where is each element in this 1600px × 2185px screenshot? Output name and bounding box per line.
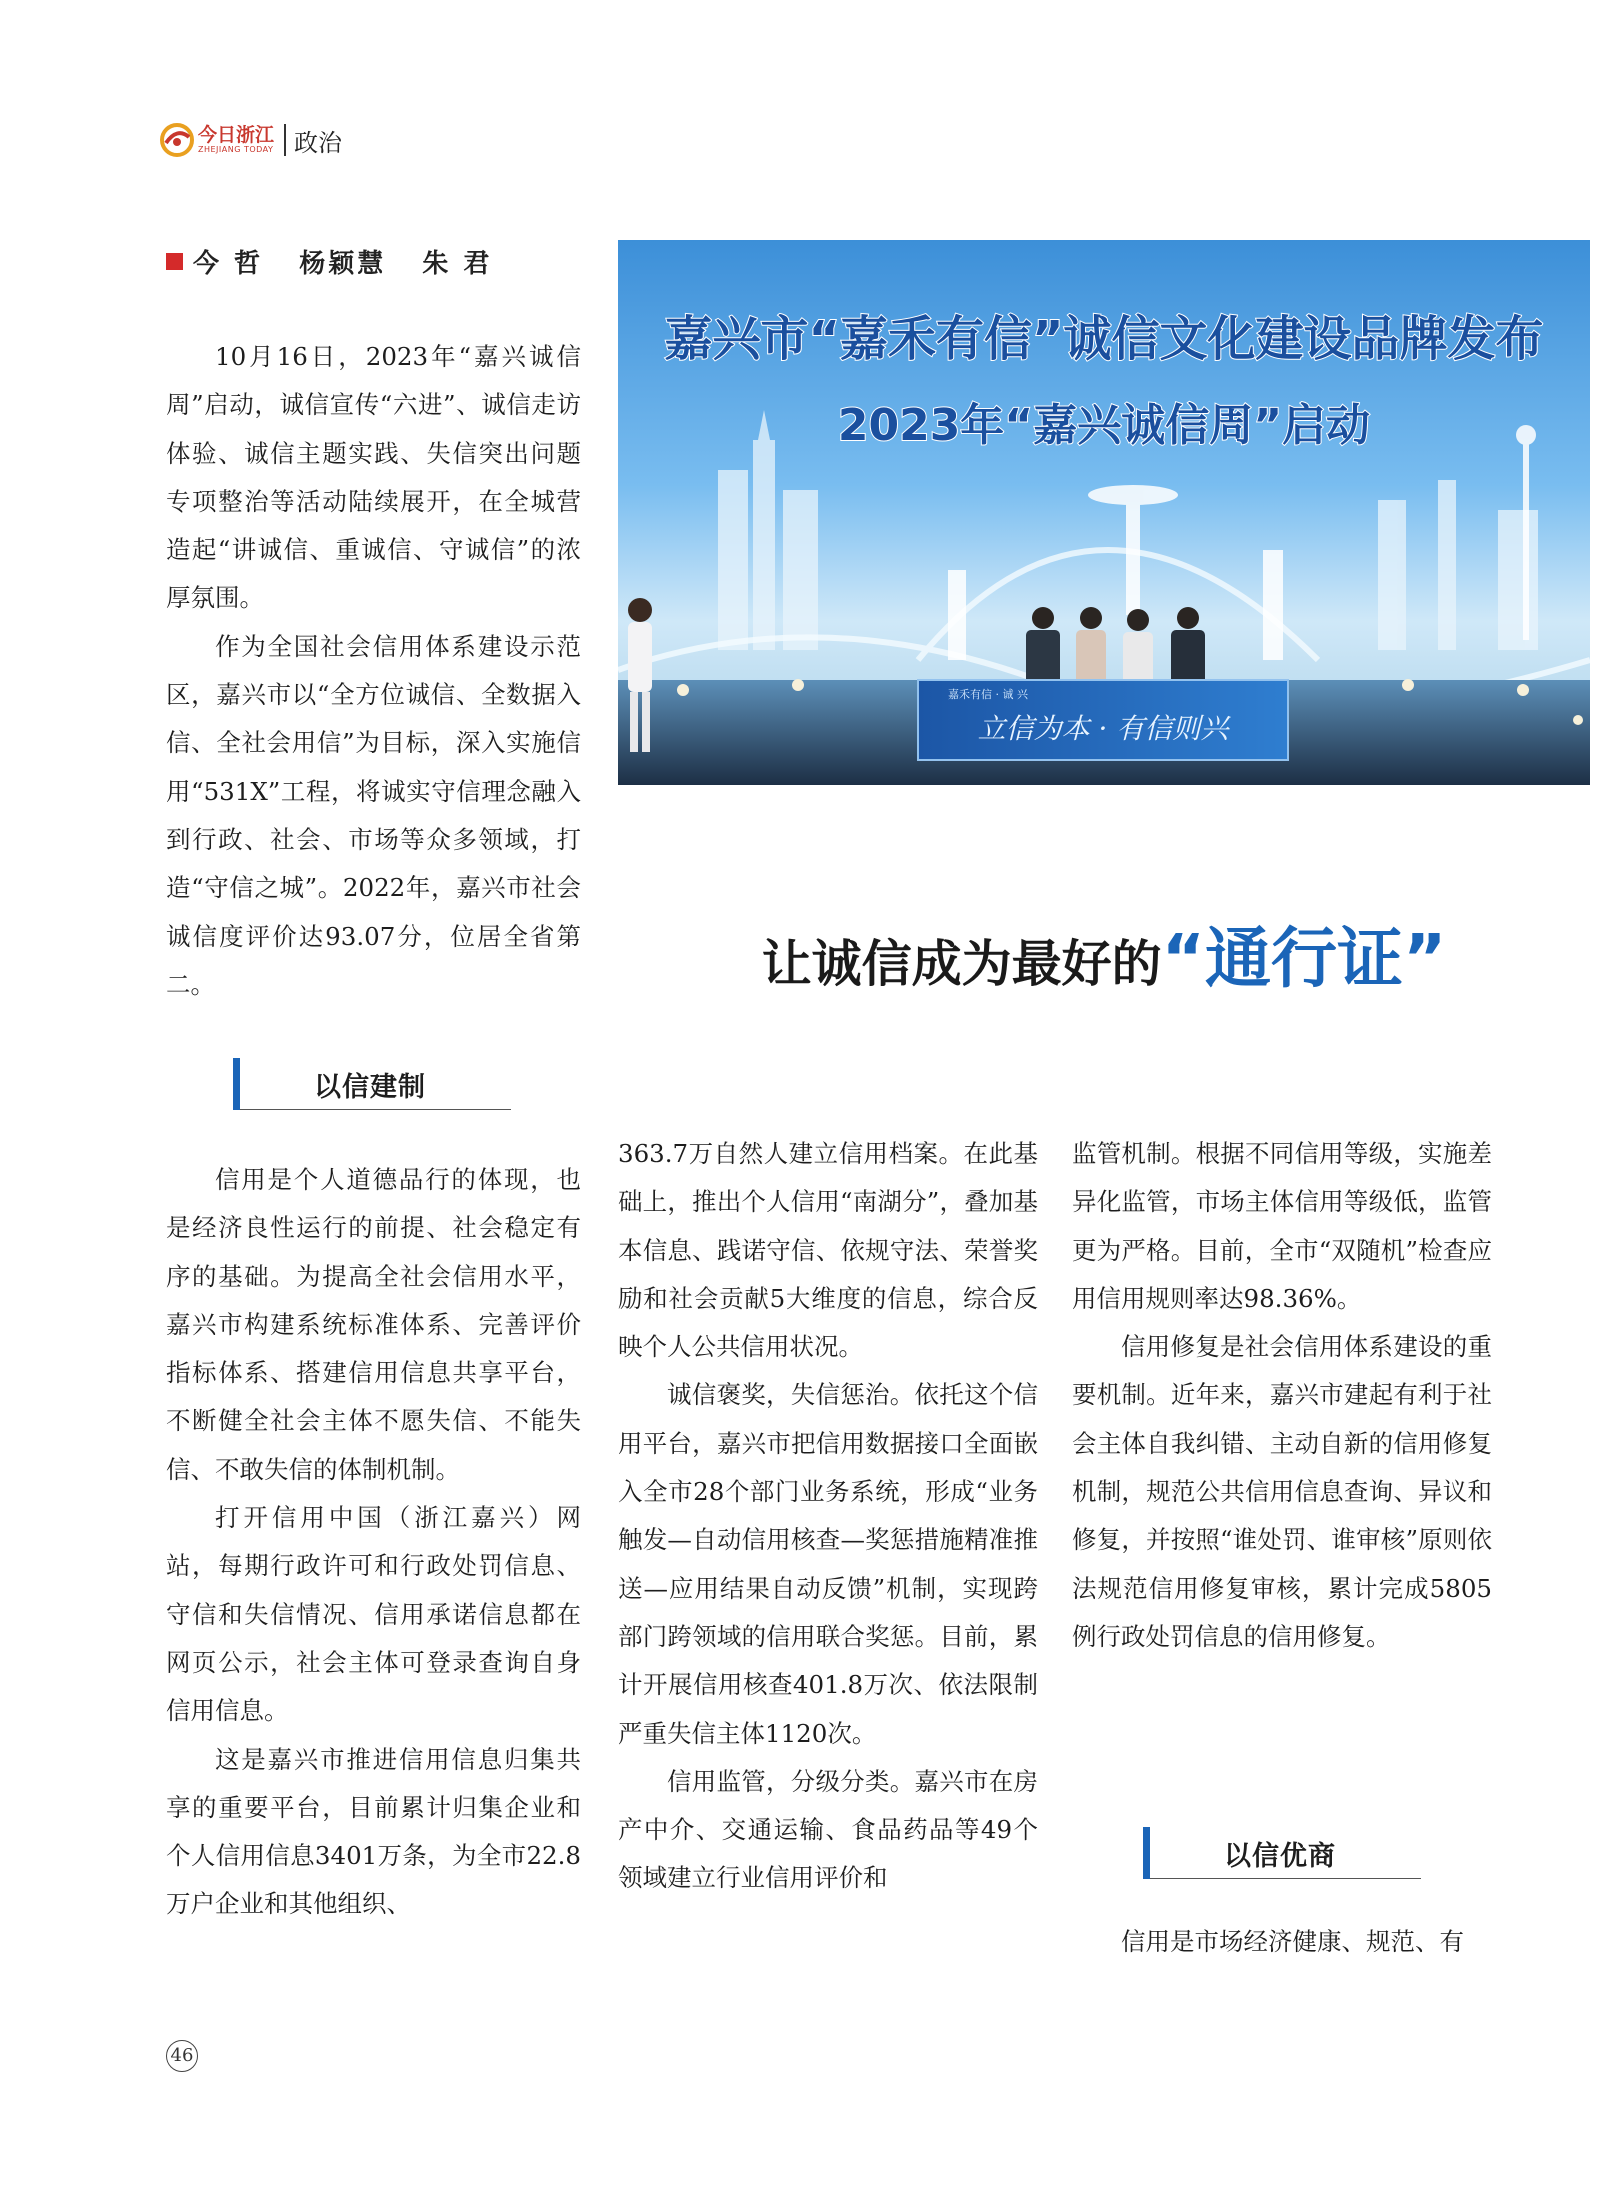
subheading-underline [240, 1109, 511, 1111]
subheading-title: 以信建制 [314, 1071, 426, 1103]
paragraph: 信用是个人道德品行的体现，也是经济良性运行的前提、社会稳定有序的基础。为提高全社会信用水平，嘉兴市构建系统标准体系、完善评价指标体系、搭建信用信息共享平台，不断健全社会主体不愿失信、不能失信、不敢失信的体制机制。 [166, 1165, 581, 1484]
subheading-underline [1150, 1878, 1421, 1880]
screen-caption: 嘉禾有信 · 诚 兴 [948, 688, 1028, 701]
page-header [160, 120, 342, 160]
paragraph: 这是嘉兴市推进信用信息归集共享的重要平台，目前累计归集企业和个人信用信息3401万条，为全市22.8万户企业和其他组织、 [166, 1744, 581, 1919]
subheading-yixin-jianzhi [233, 1058, 511, 1110]
backdrop-title-line1: 嘉兴市“嘉禾有信”诚信文化建设品牌发布 [664, 311, 1544, 367]
paragraph: 10月16日，2023年“嘉兴诚信周”启动，诚信宣传“六进”、诚信走访体验、诚信主题实践、失信突出问题专项整治等活动陆续展开，在全城营造起“讲诚信、重诚信、守诚信”的浓厚氛围。 [166, 342, 581, 613]
header-divider [284, 124, 286, 156]
article-headline [618, 905, 1590, 1000]
subheading-title: 以信优商 [1224, 1840, 1336, 1872]
backdrop-title-line2: 2023年“嘉兴诚信周”启动 [837, 400, 1371, 451]
headline-main: 让诚信成为最好的 [761, 934, 1162, 993]
intro-column [166, 333, 581, 1009]
subheading-bar [233, 1058, 240, 1110]
paragraph: 打开信用中国（浙江嘉兴）网站，每期行政许可和行政处罚信息、守信和失信情况、信用承诺信息都在网页公示，社会主体可登录查询自身信用信息。 [166, 1503, 581, 1726]
body-column-2 [618, 1130, 1038, 1903]
screen-slogan: 立信为本 · 有信则兴 [977, 712, 1229, 745]
body-column-1 [166, 1156, 581, 1929]
logo-subtext: ZHEJIANG TODAY [198, 145, 274, 154]
logo-text: 今日浙江 [198, 124, 275, 146]
subheading-bar [1143, 1827, 1150, 1879]
paragraph: 监管机制。根据不同信用等级，实施差异化监管，市场主体信用等级低，监管更为严格。目前，全市“双随机”检查应用信用规则率达98.36%。 [1072, 1139, 1492, 1313]
byline [166, 243, 492, 280]
event-photo [618, 240, 1590, 785]
subheading-yixin-youshang [1143, 1827, 1421, 1879]
headline-accent: “通行证” [1161, 920, 1447, 997]
logo [160, 123, 274, 157]
body-column-3-continued [1072, 1918, 1492, 1966]
paragraph: 信用修复是社会信用体系建设的重要机制。近年来，嘉兴市建起有利于社会主体自我纠错、主动自新的信用修复机制，规范公共信用信息查询、异议和修复，并按照“谁处罚、谁审核”原则依法规范信用修复审核，累计完成5805例行政处罚信息的信用修复。 [1072, 1332, 1492, 1651]
byline-authors: 今 哲 杨颖慧 朱 君 [193, 249, 493, 279]
body-column-3 [1072, 1130, 1492, 1661]
paragraph: 信用监管，分级分类。嘉兴市在房产中介、交通运输、食品药品等49个领域建立行业信用评价和 [618, 1766, 1038, 1893]
paragraph: 363.7万自然人建立信用档案。在此基础上，推出个人信用“南湖分”，叠加基本信息、践诺守信、依规守法、荣誉奖励和社会贡献5大维度的信息，综合反映个人公共信用状况。 [618, 1139, 1038, 1362]
logo-swirl-icon [160, 123, 194, 157]
paragraph: 信用是市场经济健康、规范、有 [1121, 1927, 1464, 1956]
paragraph: 作为全国社会信用体系建设示范区，嘉兴市以“全方位诚信、全数据入信、全社会用信”为目标，深入实施信用“531X”工程，将诚实守信理念融入到行政、社会、市场等众多领域，打造“守信之城”。2022年，嘉兴市社会诚信度评价达93.07分，位居全省第二。 [166, 631, 581, 999]
section-name: 政治 [294, 128, 343, 157]
paragraph: 诚信褒奖，失信惩治。依托这个信用平台，嘉兴市把信用数据接口全面嵌入全市28个部门业务系统，形成“业务触发—自动信用核查—奖惩措施精准推送—应用结果自动反馈”机制，实现跨部门跨领域的信用联合奖惩。目前，累计开展信用核查401.8万次、依法限制严重失信主体1120次。 [618, 1380, 1038, 1748]
page-number: 46 [166, 2040, 198, 2072]
byline-marker-icon [166, 253, 183, 270]
